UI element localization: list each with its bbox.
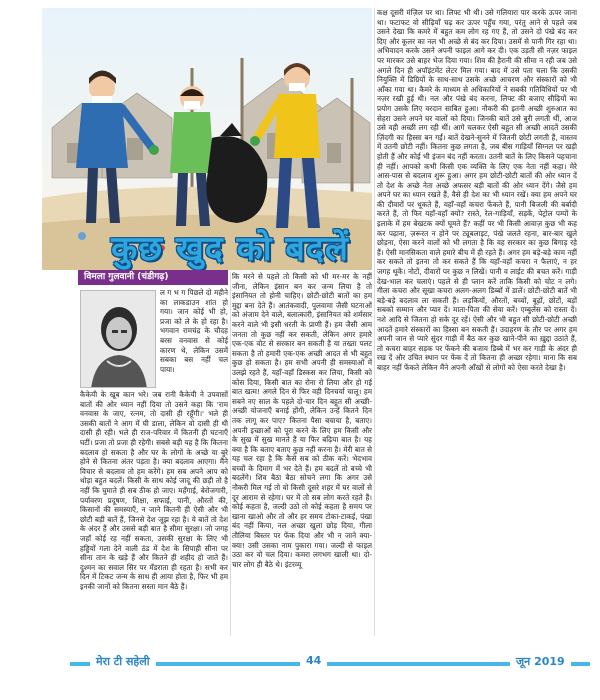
author-byline: विमला गुलवानी (चंडीगढ़): [78, 270, 228, 285]
article-paragraph: कैकेयी के खूब कान भरे। जब रानी कैकेयी ने उपवासों बातों की ओर ध्यान नहीं दिया तो उसने कहा कि 'राम वनवास के जाए, रत्नम, तो दासी ही रहूँगी।' भले ही उसकी बातों ने आग में घी डाला, लेकिन वो दासी ही थी दासी ही रही। भले ही राज-परिवार में कितनी ही घटनाएँ घटीं। प्रजा तो प्रजा ही रहेगी। सबसे बड़ी यह है कि कितना बदलाव हो सकता है और घर के लोगों के अच्छे या बुरे होने से कितना अंतर पड़ता है। क्या बदलाव आएगा। मैंने विचार से बदलाव तो हम करेंगे। हम सब अपने आप को थोड़ा बहुत बदलें। किसी के साथ कोई जादू की छड़ी तो है नहीं कि घुमाते ही सब ठीक हो जाए। महँगाई, बेरोजगारी, पर्यावरण प्रदूषण, शिक्षा, सफाई, पानी, औरतों की, किसानों की समस्याएँ, न जाने कितनी ही ऐसी और भी छोटी बड़ी बातें हैं, जिनसे देश जूझ रहा है। ये बातें तो देश के अंदर हैं और उससे बड़ी बात है सीमा सुरक्षा। जो जगह जहाँ कोई रह नहीं सकता, उसकी सुरक्षा के लिए भी हड्डियों गला देने वाली ठंड में देश के सिपाही सीना पर सीना तान के खड़े हैं और कितने ही शहीद हो जाते हैं। दुश्मन का सवाल सिर पर मँडराता ही रहता है। सभी कर दिन में टिकट जन्म के साथ ही आया होता है, फिर भी हम इनकी जानों को कितना सस्ता मान बैठे हैं।: [80, 390, 228, 591]
footer-magazine-name: मेरा टी सहेली: [90, 654, 156, 669]
article-column-1-top: [160, 288, 228, 388]
article-title: कुछ खुद को बदलें: [111, 229, 349, 269]
article-paragraph: ल ग भ ग पिछले दो महीने का लाकडाउन शांत हो गया। जान कोई भी हो, प्रजा को ले के हो रहा है। भगवान रामचंद्र के चौदह बरस वनवास से कोई कारण थे, लेकिन उसमें सबका बस नहीं चल पाया।: [160, 288, 228, 374]
page-number: 44: [300, 654, 327, 667]
article-column-1: [80, 390, 228, 638]
column-divider: [374, 8, 375, 636]
article-paragraph: कक्ष दूसरी मंज़िल पर था। लिफ्ट भी थी। उसे गलियारा पार करके ऊपर जाना था। फटाफट वो सीढ़ियाँ चढ़ कर ऊपर पहुँच गया, परंतु आने से पहले जब उसने देखा कि कमरे में बहुत कम लोग रह गए हैं, तो उसने दो पंखे बंद कर दिए और कूलर का नल भी अच्छे से बंद कर दिया। उसमें से पानी गिर रहा था। अभिवादन करके उसने अपनी फाइल आगे कर दी। एक उड़ती सी नज़र फाइल पर मारकर उसे बाहर भेज दिया गया। शिव की हैरानी की सीमा न रही जब उसे अगले दिन ही अपॉइंटमेंट लेटर मिल गया। बाद में उसे पता चला कि उसकी नियुक्ति में डिग्रियों के साथ-साथ उसके अच्छे आचरण और संस्कारों को भी आँका गया था। कैमरे के माध्यम से अधिकारियों ने सबकी गतिविधियों पर भी नज़र रखी हुई थी। नल और पंखे बंद करना, लिफ्ट की बजाए सीढ़ियों का प्रयोग उसके लिए वरदान साबित हुआ। नौकरी की इतनी अच्छी शुरुआत का सेहरा उसने अपने घर वालों को दिया। जिनकी बातें उसे बुरी लगती थीं, आज उसे वही अच्छी लग रही थीं। आगे चलकर ऐसी बहुत सी अच्छी आदतें उसकी ज़िंदगी का हिस्सा बन गईं। बातें देखने-सुनने में जितनी छोटी लगती हैं, वास्तव में उतनी छोटी नहीं। कितना कुछ लगता है, जब बीस गाड़ियाँ सिग्नल पर खड़ी होती हैं और कोई भी इंजन बंद नहीं करता। उतनी बातें के लिए किसने पहचाना ही नहीं। आपको कभी किसी एक व्यक्ति के लिए एक नेता नहीं कहा। मेरे आस-पास से बदलाव शुरू हुआ। अगर हम छोटी-छोटी बातों की ओर ध्यान दें तो देश के अच्छे नेता अच्छे अफसर बड़ी बातों की ओर ध्यान देंगे। जैसे हम अपने घर का ध्यान रखते हैं, वैसे ही देश का भी ध्यान रखें। क्या हम अपने घर की दीवारों पर थूकते हैं, यहाँ-वहाँ कचरा फेंकते हैं, पानी बिजली की बर्बादी करते हैं, तो फिर यहाँ-वहाँ क्यों? रास्ते, रेल-गाड़ियाँ, सड़कें, पेट्रोल पम्पों के इलाके में हम बेखटक क्यों घूमते हैं? कहीं पर भी किसी आवाज़ कुछ भी कह कर पढ़ाना, ज़रूरत न होने पर ट्यूबलाइट, पंखे जलते रहना, बार-बार खुले छोड़ना, ऐसा करने वालों को भी लगता है कि वह सरकार का कुछ बिगाड़ रहे हैं। ऐसी मानसिकता वाले हमारे बीच में ही रहते हैं। अगर हम बड़े-बड़े काम नहीं कर सकते तो इतना तो कर सकते हैं कि यहाँ-वहाँ कचरा न फैलाएं, न हर जगह थूकें। नोटों, दीवारों पर कुछ न लिखें। पानी व लाईट की बचत करें। गाड़ी देख-भाल कर चलाएं। पहले से ही प्लान करें ताकि किसी को चोट न लगे। गीला कचरा और सूखा कचरा अलग-अलग डिब्बों में डालें। छोटी-छोटी बातें भी बड़े-बड़े बदलाव ला सकती हैं। लड़कियों, औरतों, बच्चों, बूढ़ों, छोटों, बड़ों सबको सम्मान और प्यार दें। माता-पिता की सेवा करें। एम्बुलेंस को रास्ता दें। नशे आदि से जितना हो सके दूर रहें। ऐसी और भी बहुत सी छोटी-छोटी अच्छी आदतें हमारे संस्कारों का हिस्सा बन सकती हैं। उदाहरण के तौर पर अगर हम अपनी जान से प्यारे सुंदर गाड़ी में बैठ कर कुछ खाने-पीने का ख़ुद्दा उठाते हैं, तो कचरा बाहर सड़क पर फेंकने की बजाय डिब्बे में भर कर गाड़ी के अंदर ही रख दें और उचित स्थान पर फेंक दें तो कितना ही अच्छा रहेगा। माना कि सब बाहर नहीं फेंकते लेकिन मैंने अपनी आँखों से लोगों को ऐसा करते देखा है।: [377, 8, 577, 372]
issue-date: जून 2019: [510, 654, 571, 669]
article-column-2: [232, 272, 372, 638]
column-divider: [230, 272, 231, 636]
author-photo: [80, 290, 156, 388]
article-paragraph: कि मरने से पहले तो किसी को भी मर-मर के नहीं जीना, लेकिन इंसान बन कर जन्म लिया है तो इंसानियत तो होनी चाहिए। छोटी-छोटी बातों का हम मुद्दा बना देते हैं। आतंकवादी, पुलवामा जैसी घटनाओं को अंजाम देने वाले, बलात्कारी, इंसानियत को शर्मसार करने वाले भी इसी धरती के प्राणी हैं। हम जैसी आम जनता तो कुछ नहीं कर सकती, लेकिन अगर हमारे एक-एक वोट से सरकार बन सकती है या तख्ता पलट सकता है तो हमारी एक-एक अच्छी आदत से भी बहुत कुछ हो सकता है। हम सभी अपनी ही समस्याओं में उलझे रहते हैं, यहाँ-वहाँ डिस्कस कर लिया, किसी को कोस दिया, किसी बात का रोना रो लिया और हो गई बात खत्म! अगले दिन से फिर वही दिनचर्या चालू। हम सबने नए साल के पहले दो-चार दिन बहुत सी अच्छी-अच्छी योजनाएँ बनाई होंगी, लेकिन उन्हें कितने दिन तक लागू कर पाए? कितना पैसा बचाया है, बताए। अपनी इच्छाओं को पूरा करने के लिए हम किसी और के सुख में सुख मानते हैं या फिर बढ़िया बात है। यह क्या है कि बताए बताए कुछ नहीं करना है। मेरी बात से यह चल रहा है कि कैसे सब को ठीक करें। भेदभाव बच्चों के दिमाग में भर देते हैं। हम बदलें तो बच्चे भी बदलेंगे। शिव बैठा बैठा सोचने लगा कि अगर उसे नौकरी मिल गई तो वो किसी दूसरे शहर में घर वालों से दूर आराम से रहेगा। घर में तो सब लोग करते रहते हैं। कोई कहता है, जल्दी उठो तो कोई कहता है समय पर खाना खाओ और तो और हर समय टोका-टाकई, पंखा बंद नहीं किया, नल अच्छा खुला छोड़ दिया, गीला तौलिया बिस्तर पर फेंक दिया और भी न जाने क्या-क्या! उसी उसका नाम पुकारा गया। जल्दी से फाइल उठा कर वो चल दिया। कमरा लगभग खाली था। दो-चार लोग ही बैठे थे। इंटरव्यू: [232, 272, 372, 569]
page-footer: [70, 652, 590, 682]
article-column-3: [377, 8, 577, 638]
